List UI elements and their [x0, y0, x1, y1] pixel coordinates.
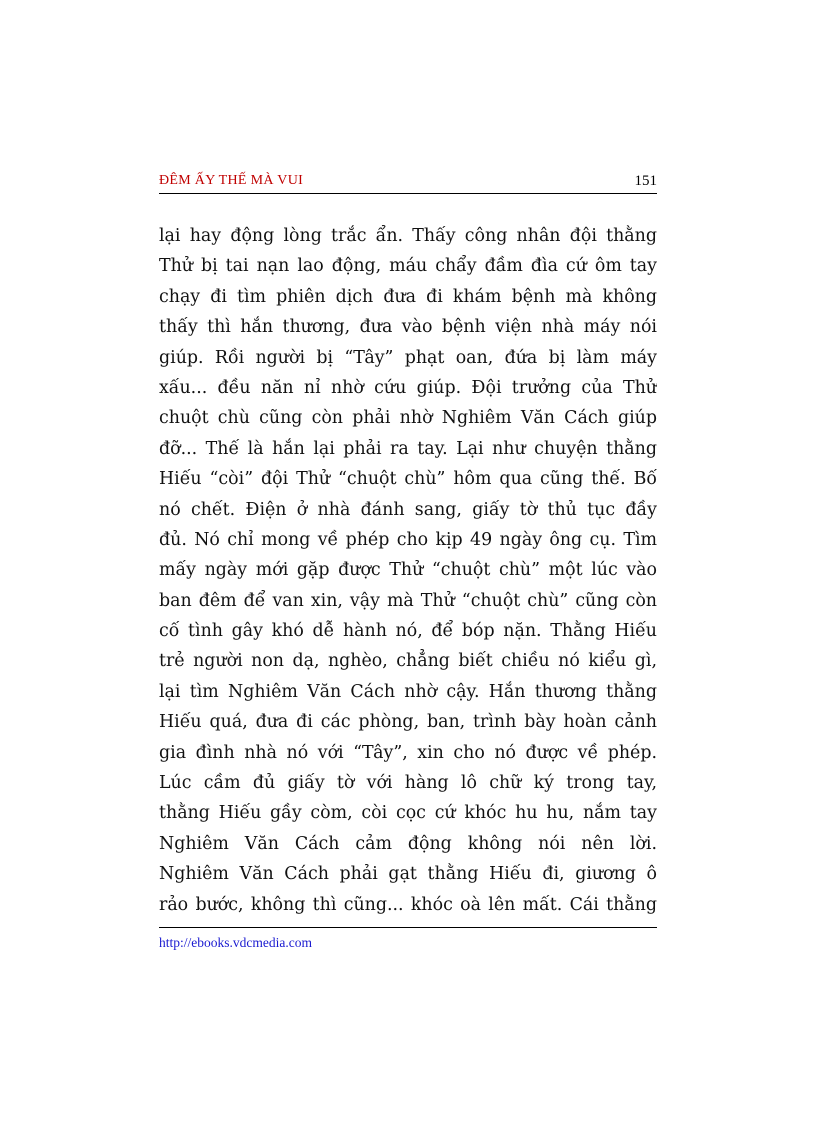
- text-line: gia đình nhà nó với “Tây”, xin cho nó được về phép.: [159, 742, 657, 763]
- text-line: Thử bị tai nạn lao động, máu chẩy đầm đìa cứ ôm tay: [159, 256, 657, 277]
- text-line: rảo bước, không thì cũng... khóc oà lên mất. Cái thằng: [159, 894, 657, 915]
- text-line: Nghiêm Văn Cách phải gạt thằng Hiếu đi, giương ô: [159, 864, 657, 885]
- text-line: ban đêm để van xin, vậy mà Thử “chuột chù” cũng còn: [159, 590, 657, 611]
- text-line: nó chết. Điện ở nhà đánh sang, giấy tờ thủ tục đầy: [159, 499, 657, 520]
- page-footer: [159, 927, 657, 952]
- text-line: Nghiêm Văn Cách cảm động không nói nên lời.: [159, 833, 657, 854]
- text-line: Lúc cầm đủ giấy tờ với hàng lô chữ ký trong tay,: [159, 773, 657, 794]
- text-line: trẻ người non dạ, nghèo, chẳng biết chiều nó kiểu gì,: [159, 651, 657, 672]
- text-line: chạy đi tìm phiên dịch đưa đi khám bệnh mà không: [159, 286, 657, 307]
- text-line: lại hay động lòng trắc ẩn. Thấy công nhân đội thằng: [159, 226, 657, 246]
- running-header: [159, 171, 657, 194]
- text-line: đủ. Nó chỉ mong về phép cho kịp 49 ngày ông cụ. Tìm: [159, 529, 657, 550]
- body-text: [159, 221, 657, 920]
- text-line: cố tình gây khó dễ hành nó, để bóp nặn. Thằng Hiếu: [159, 621, 657, 642]
- text-line: chuột chù cũng còn phải nhờ Nghiêm Văn Cách giúp: [159, 408, 657, 429]
- text-line: Hiếu “còi” đội Thử “chuột chù” hôm qua cũng thế. Bố: [159, 469, 657, 490]
- text-line: thằng Hiếu gầy còm, còi cọc cứ khóc hu hu, nắm tay: [159, 803, 657, 824]
- chapter-title: ĐÊM ẤY THẾ MÀ VUI: [159, 173, 304, 188]
- ebooks-link[interactable]: http://ebooks.vdcmedia.com: [159, 935, 312, 950]
- text-line: lại tìm Nghiêm Văn Cách nhờ cậy. Hắn thương thằng: [159, 681, 657, 702]
- text-line: đỡ... Thế là hắn lại phải ra tay. Lại như chuyện thằng: [159, 438, 657, 459]
- text-line: thấy thì hắn thương, đưa vào bệnh viện nhà máy nói: [159, 317, 657, 338]
- text-line: giúp. Rồi người bị “Tây” phạt oan, đứa bị làm máy: [159, 347, 657, 368]
- text-line: xấu... đều năn nỉ nhờ cứu giúp. Đội trưởng của Thử: [159, 377, 657, 398]
- page-number: 151: [634, 173, 657, 189]
- text-line: Hiếu quá, đưa đi các phòng, ban, trình bày hoàn cảnh: [159, 712, 657, 733]
- text-line: mấy ngày mới gặp được Thử “chuột chù” một lúc vào: [159, 560, 657, 581]
